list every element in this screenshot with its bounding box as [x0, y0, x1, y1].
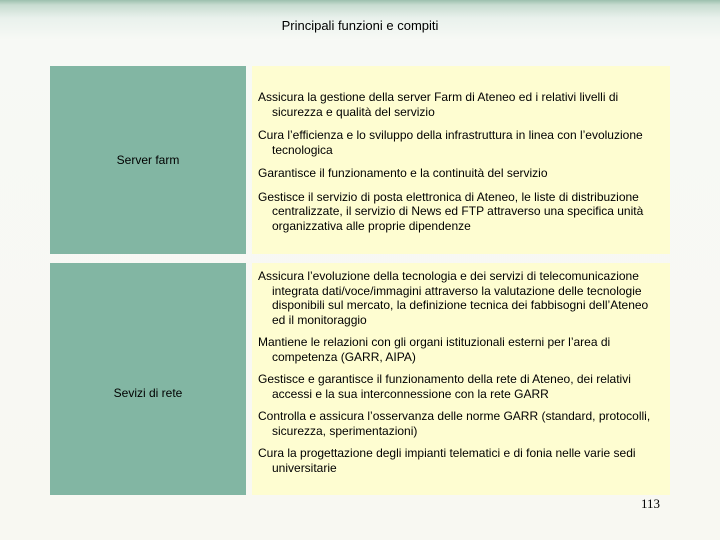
function-item: Gestisce il servizio di posta elettronica di Ateneo, le liste di distribuzione centralizzate, il servizio di News ed FTP attraverso una specifica unità organizzativa alle proprie dipendenze: [258, 189, 644, 233]
function-item: Assicura l’evoluzione della tecnologia e dei servizi di telecomunicazione integrata dati/voce/immagini attraverso la valutazione delle tecnologie disponibili sul mercato, la definizione tecnica dei fabbisogni dell’Ateneo ed il monitoraggio: [258, 269, 649, 327]
function-item: Garantisce il funzionamento e la continuità del servizio: [258, 166, 548, 180]
function-item: Controlla e assicura l’osservanza delle norme GARR (standard, protocolli, sicurezza, sperimentazioni): [258, 409, 651, 438]
section-servizi-di-rete: [50, 263, 670, 495]
section-label-cell: [50, 66, 246, 254]
page-number: 113: [640, 496, 660, 511]
function-item: Assicura la gestione della server Farm di Ateneo ed i relativi livelli di sicurezza e qualità del servizio: [258, 90, 619, 119]
function-item: Cura la progettazione degli impianti telematici e di fonia nelle varie sedi universitarie: [258, 446, 636, 475]
function-item: Mantiene le relazioni con gli organi istituzionali esterni per l’area di competenza (GARR, AIPA): [258, 335, 611, 364]
slide-title: Principali funzioni e compiti: [281, 18, 439, 33]
function-item: Gestisce e garantisce il funzionamento della rete di Ateneo, dei relativi accessi e la sua interconnessione con la rete GARR: [258, 372, 631, 401]
section-server-farm: [50, 66, 670, 254]
section-content-cell: [252, 66, 670, 254]
section-label: Sevizi di rete: [113, 386, 183, 400]
section-label-cell: [50, 263, 246, 495]
section-label: Server farm: [116, 153, 180, 167]
function-item: Cura l’efficienza e lo sviluppo della infrastruttura in linea con l’evoluzione tecnologica: [258, 128, 643, 157]
section-content-cell: [252, 263, 670, 495]
